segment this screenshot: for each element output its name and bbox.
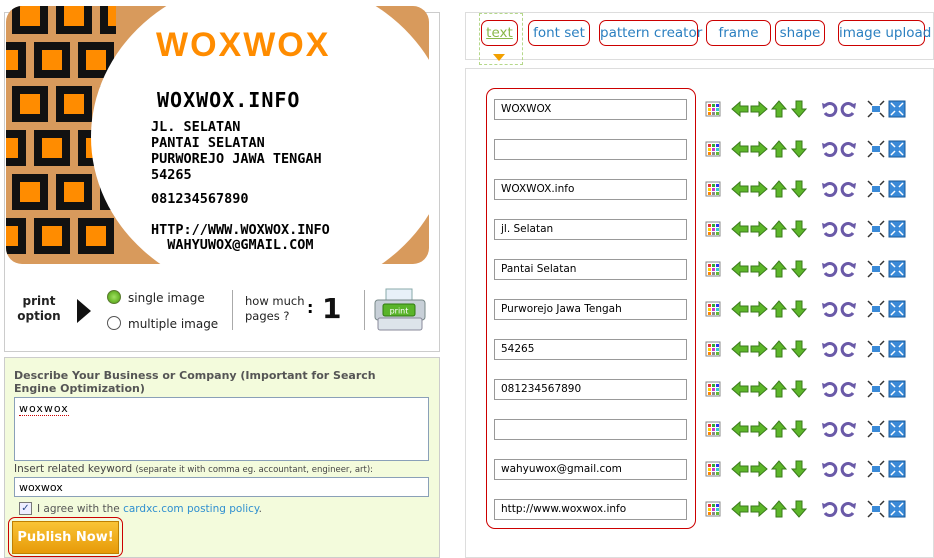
- arrow-down-icon[interactable]: [790, 340, 808, 358]
- divider: [232, 290, 233, 330]
- agree-suffix: .: [258, 503, 262, 515]
- arrow-down-icon[interactable]: [790, 180, 808, 198]
- rotate-right-icon[interactable]: [840, 460, 858, 478]
- triangle-right-icon: [77, 299, 91, 323]
- arrow-up-icon[interactable]: [770, 500, 788, 518]
- card-site: WOXWOX.INFO: [157, 88, 301, 112]
- color-palette-icon[interactable]: [704, 300, 722, 318]
- posting-policy-link[interactable]: cardxc.com posting policy: [123, 503, 259, 515]
- text-field-input[interactable]: wahyuwox@gmail.com: [494, 459, 687, 480]
- color-palette-icon[interactable]: [704, 340, 722, 358]
- shrink-icon[interactable]: [867, 140, 885, 158]
- shrink-icon[interactable]: [867, 340, 885, 358]
- arrow-right-icon[interactable]: [750, 100, 768, 118]
- arrow-down-icon[interactable]: [790, 380, 808, 398]
- publish-now-button[interactable]: Publish Now!: [12, 521, 119, 554]
- arrow-up-icon[interactable]: [770, 380, 788, 398]
- text-field-controls: [704, 340, 914, 358]
- form-heading: Describe Your Business or Company (Important for Search Engine Optimization): [14, 369, 376, 395]
- arrow-up-icon[interactable]: [770, 100, 788, 118]
- agree-prefix: I agree with the: [37, 503, 120, 515]
- rotate-left-icon[interactable]: [820, 300, 838, 318]
- rotate-right-icon[interactable]: [840, 260, 858, 278]
- rotate-right-icon[interactable]: [840, 180, 858, 198]
- arrow-left-icon[interactable]: [731, 260, 749, 278]
- card-title: WOXWOX: [156, 26, 331, 64]
- enlarge-icon[interactable]: [888, 460, 906, 478]
- arrow-left-icon[interactable]: [731, 420, 749, 438]
- arrow-right-icon[interactable]: [750, 340, 768, 358]
- text-field-input[interactable]: 54265: [494, 339, 687, 360]
- text-field-controls: [704, 380, 914, 398]
- text-field-input[interactable]: [494, 419, 687, 440]
- arrow-left-icon[interactable]: [731, 340, 749, 358]
- arrow-left-icon[interactable]: [731, 220, 749, 238]
- tab-pointer-icon: [493, 54, 505, 61]
- enlarge-icon[interactable]: [888, 220, 906, 238]
- enlarge-icon[interactable]: [888, 180, 906, 198]
- text-field-input[interactable]: WOXWOX.info: [494, 179, 687, 200]
- rotate-right-icon[interactable]: [840, 100, 858, 118]
- arrow-left-icon[interactable]: [731, 380, 749, 398]
- text-field-controls: [704, 140, 914, 158]
- arrow-right-icon[interactable]: [750, 180, 768, 198]
- color-palette-icon[interactable]: [704, 220, 722, 238]
- shrink-icon[interactable]: [867, 500, 885, 518]
- tab-image-upload[interactable]: image upload: [838, 20, 925, 46]
- arrow-left-icon[interactable]: [731, 180, 749, 198]
- arrow-right-icon[interactable]: [750, 220, 768, 238]
- multiple-image-label[interactable]: multiple image: [128, 317, 219, 331]
- single-image-label[interactable]: single image: [128, 291, 205, 305]
- text-field-input[interactable]: jl. Selatan: [494, 219, 687, 240]
- keyword-label-text: Insert related keyword: [14, 463, 133, 475]
- shrink-icon[interactable]: [867, 380, 885, 398]
- text-field-input[interactable]: Pantai Selatan: [494, 259, 687, 280]
- text-field-input[interactable]: [494, 139, 687, 160]
- shrink-icon[interactable]: [867, 220, 885, 238]
- rotate-left-icon[interactable]: [820, 420, 838, 438]
- enlarge-icon[interactable]: [888, 500, 906, 518]
- card-contacts: HTTP://WWW.WOXWOX.INFO WAHYUWOX@GMAIL.COM: [151, 222, 330, 253]
- text-field-controls: [704, 460, 914, 478]
- tab-pattern-creator[interactable]: pattern creator: [599, 20, 698, 46]
- shrink-icon[interactable]: [867, 100, 885, 118]
- text-field-controls: [704, 180, 914, 198]
- enlarge-icon[interactable]: [888, 100, 906, 118]
- arrow-down-icon[interactable]: [790, 420, 808, 438]
- arrow-down-icon[interactable]: [790, 300, 808, 318]
- color-palette-icon[interactable]: [704, 260, 722, 278]
- arrow-down-icon[interactable]: [790, 220, 808, 238]
- color-palette-icon[interactable]: [704, 100, 722, 118]
- arrow-up-icon[interactable]: [770, 140, 788, 158]
- tab-text[interactable]: text: [481, 20, 518, 46]
- rotate-right-icon[interactable]: [840, 300, 858, 318]
- arrow-up-icon[interactable]: [770, 420, 788, 438]
- print-button-label: print: [389, 306, 409, 316]
- text-field-controls: [704, 500, 914, 518]
- arrow-up-icon[interactable]: [770, 180, 788, 198]
- rotate-left-icon[interactable]: [820, 140, 838, 158]
- arrow-down-icon[interactable]: [790, 100, 808, 118]
- enlarge-icon[interactable]: [888, 140, 906, 158]
- rotate-right-icon[interactable]: [840, 500, 858, 518]
- rotate-left-icon[interactable]: [820, 500, 838, 518]
- color-palette-icon[interactable]: [704, 460, 722, 478]
- business-description-textarea[interactable]: [14, 397, 429, 461]
- text-field-controls: [704, 100, 914, 118]
- shrink-icon[interactable]: [867, 420, 885, 438]
- arrow-left-icon[interactable]: [731, 140, 749, 158]
- text-field-controls: [704, 220, 914, 238]
- arrow-right-icon[interactable]: [750, 380, 768, 398]
- rotate-right-icon[interactable]: [840, 380, 858, 398]
- text-field-controls: [704, 260, 914, 278]
- color-palette-icon[interactable]: [704, 140, 722, 158]
- single-image-radio[interactable]: [107, 290, 121, 304]
- tab-frame[interactable]: frame: [706, 20, 771, 46]
- arrow-right-icon[interactable]: [750, 300, 768, 318]
- color-palette-icon[interactable]: [704, 180, 722, 198]
- tab-font-set[interactable]: font set: [528, 20, 590, 46]
- text-field-controls: [704, 420, 914, 438]
- arrow-left-icon[interactable]: [731, 500, 749, 518]
- color-palette-icon[interactable]: [704, 420, 722, 438]
- text-field-input[interactable]: Purworejo Jawa Tengah: [494, 299, 687, 320]
- arrow-down-icon[interactable]: [790, 500, 808, 518]
- arrow-right-icon[interactable]: [750, 460, 768, 478]
- arrow-up-icon[interactable]: [770, 260, 788, 278]
- rotate-left-icon[interactable]: [820, 260, 838, 278]
- enlarge-icon[interactable]: [888, 340, 906, 358]
- arrow-right-icon[interactable]: [750, 260, 768, 278]
- print-option-label: print option: [17, 294, 61, 323]
- keyword-input[interactable]: woxwox: [14, 477, 429, 497]
- arrow-down-icon[interactable]: [790, 140, 808, 158]
- text-field-input[interactable]: WOXWOX: [494, 99, 687, 120]
- shrink-icon[interactable]: [867, 260, 885, 278]
- enlarge-icon[interactable]: [888, 300, 906, 318]
- rotate-left-icon[interactable]: [820, 220, 838, 238]
- arrow-right-icon[interactable]: [750, 420, 768, 438]
- divider: [364, 290, 365, 330]
- printer-icon[interactable]: [372, 288, 432, 332]
- pages-colon: :: [307, 298, 314, 317]
- pages-count[interactable]: 1: [322, 292, 342, 325]
- arrow-up-icon[interactable]: [770, 220, 788, 238]
- keyword-label: [14, 463, 373, 475]
- arrow-up-icon[interactable]: [770, 460, 788, 478]
- enlarge-icon[interactable]: [888, 260, 906, 278]
- rotate-right-icon[interactable]: [840, 340, 858, 358]
- enlarge-icon[interactable]: [888, 420, 906, 438]
- color-palette-icon[interactable]: [704, 380, 722, 398]
- text-field-input[interactable]: http://www.woxwox.info: [494, 499, 687, 520]
- arrow-right-icon[interactable]: [750, 500, 768, 518]
- arrow-down-icon[interactable]: [790, 260, 808, 278]
- multiple-image-radio[interactable]: [107, 316, 121, 330]
- agree-text: [37, 503, 262, 515]
- agree-checkbox[interactable]: ✓: [19, 502, 32, 515]
- keyword-hint: (separate it with comma eg. accountant, engineer, art):: [135, 465, 374, 475]
- shrink-icon[interactable]: [867, 460, 885, 478]
- tab-shape[interactable]: shape: [775, 20, 825, 46]
- rotate-right-icon[interactable]: [840, 420, 858, 438]
- rotate-left-icon[interactable]: [820, 460, 838, 478]
- arrow-left-icon[interactable]: [731, 100, 749, 118]
- arrow-up-icon[interactable]: [770, 300, 788, 318]
- rotate-left-icon[interactable]: [820, 380, 838, 398]
- shrink-icon[interactable]: [867, 180, 885, 198]
- pages-label: how much pages ?: [245, 294, 305, 323]
- arrow-right-icon[interactable]: [750, 140, 768, 158]
- color-palette-icon[interactable]: [704, 500, 722, 518]
- arrow-left-icon[interactable]: [731, 300, 749, 318]
- rotate-left-icon[interactable]: [820, 100, 838, 118]
- text-field-controls: [704, 300, 914, 318]
- shrink-icon[interactable]: [867, 300, 885, 318]
- rotate-right-icon[interactable]: [840, 140, 858, 158]
- rotate-left-icon[interactable]: [820, 340, 838, 358]
- rotate-right-icon[interactable]: [840, 220, 858, 238]
- text-field-input[interactable]: 081234567890: [494, 379, 687, 400]
- card-phone: 081234567890: [151, 191, 249, 207]
- description-value: woxwox: [19, 402, 69, 415]
- rotate-left-icon[interactable]: [820, 180, 838, 198]
- arrow-left-icon[interactable]: [731, 460, 749, 478]
- card-address: JL. SELATAN PANTAI SELATAN PURWOREJO JAWA TENGAH 54265: [151, 119, 322, 183]
- enlarge-icon[interactable]: [888, 380, 906, 398]
- arrow-up-icon[interactable]: [770, 340, 788, 358]
- arrow-down-icon[interactable]: [790, 460, 808, 478]
